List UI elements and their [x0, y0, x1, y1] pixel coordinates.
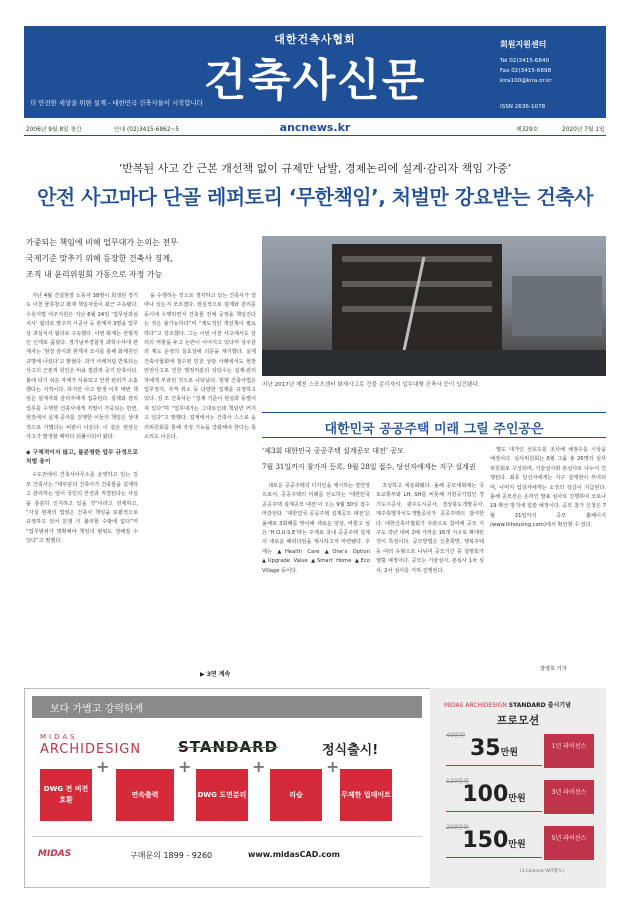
- promo-brand-prefix: MIDAS ARCHIDESIGN: [444, 702, 507, 709]
- feature-tile: 무제한 업데이트: [340, 769, 392, 821]
- masthead-org: 대한건축사협회: [274, 33, 356, 46]
- second-column-3: [490, 446, 606, 662]
- vat-note: (1 Licence VAT별도): [520, 869, 565, 874]
- plus-icon: +: [96, 757, 110, 776]
- masthead: [24, 26, 606, 118]
- contact-info: 안내 (02)3415-6862~5: [114, 127, 180, 133]
- promo-brand: [444, 700, 571, 709]
- fax-text: Fax 02)3415-6898: [500, 68, 552, 74]
- ad-phone: 구매문의 1899 - 9260: [130, 851, 213, 860]
- background-building: [512, 276, 602, 336]
- second-column-2: [376, 482, 484, 672]
- email-text: kira100@kira.or.kr: [500, 78, 552, 84]
- old-price: 120만원: [446, 778, 470, 785]
- deck-line: 가중되는 책임에 비해 업무대가 논의는 전무: [26, 238, 178, 247]
- member-support-title: 회원지원센터: [500, 40, 547, 49]
- plus-icon: +: [252, 757, 266, 776]
- lead-deck: [26, 235, 256, 283]
- feature-tile: 리습: [270, 769, 322, 821]
- crowd: [262, 350, 606, 376]
- promo-title: 프로모션: [496, 714, 540, 727]
- new-price-value: 150: [462, 828, 509, 853]
- tel-text: Tel 02)3415-6840: [500, 58, 550, 64]
- price-row: [446, 822, 596, 860]
- member-support-box: [500, 30, 604, 112]
- midas-logo: MIDAS: [38, 849, 72, 859]
- ad-footer: [32, 836, 422, 878]
- ad-website-link[interactable]: www.midasCAD.com: [248, 850, 340, 859]
- article-paragraph: 새로운 공공주택의 디자인을 제시하는 경연장으로서, 공공주택의 미래를 선도하는 ‘대한민국 공공주택 설계공모 대전’이 오는 9월 30일 접수 마감된다. ‘대한민국 공공주택 설계공모 대전’은 올해로 3회째를 맞이해 새로운 일상, 머물고 싶은 ‘H.O.U.S.E’라는 주제로 국내 공공주택 설계의 새로운 패러다임을 제시하고자 마련됐다. 주제는 ▲Health Care ▲One’s Option ▲Upgrade Value ▲Smart Home ▲Eco Village 등이다.: [262, 483, 370, 574]
- dateline: [24, 120, 606, 136]
- new-price: [446, 736, 542, 766]
- article-paragraph: 지난 4월 건설현장 노동자 38명이 희생된 경기도 이천 물류창고 화재 책임자들이 최근 구속됐다. 수원지법 여주지원은 지난 6월 24일 ‘업무상과실치사’ 혐의로 발주처 시공사 등 관계자 3명을 업무상 과실치사 혐의로 구속했다. 이번 화재는 전형적인 인재로 꼽혔다. 경기남부경찰청 과학수사대 관계자는 ‘현장 감식과 관계자 조사를 통해 화재원인 규명에 나섰다’고 밝혔다. 과거 사례처럼 반복되는 사고의 근본적 원인은 비용 절감과 공기 단축이다. 불에 타기 쉬운 자재가 사용되고 안전 관리가 소홀했다는 지적이다. 하지만 사고 발생 이후 매번 책임은 설계자와 감리자에게 집중된다. 설계와 감리 업무를 수행한 건축사에게 처벌이 가중되는 반면, 현장에서 실제 공사를 진행한 이들의 책임은 상대적으로 가볍다는 비판이 나온다. 이 같은 현상은 사고가 발생할 때마다 되풀이되어 왔다.: [26, 293, 138, 441]
- price-row: [446, 730, 596, 768]
- article-paragraph: 수도권에서 건축사사무소를 운영하고 있는 김 모 건축사는 “대부분의 건축사가 건축물을 설계하고 감리하는 일이 국민의 안전과 직결된다는 사실을 충분히 인지하고 있을 것”이라고 전제하고, “사실 현재의 법령은 건축사 책임을 포괄적으로 규정하고 있어 분쟁 시 불리할 수밖에 없다”며 “업무범위가 명확해야 책임의 범위도 정해질 수 있다”고 말했다.: [26, 472, 138, 545]
- price-unit: 만원: [500, 748, 518, 758]
- price-unit: 만원: [508, 794, 526, 804]
- lead-column-1: [26, 292, 138, 672]
- feature-tile: 연속출력: [116, 769, 174, 821]
- old-price: 200만원: [446, 824, 470, 831]
- photo-caption: 지난 2017년 제천 스포츠센터 화재사고로 건물 감리자의 업무대행 건축사 등이 입건됐다.: [262, 382, 480, 388]
- issue-number: 제329호: [516, 127, 539, 133]
- ad-midas-text: MIDAS: [40, 733, 78, 741]
- lead-headline: 안전 사고마다 단골 레퍼토리 ‘무한책임’, 처벌만 강요받는 건축사: [37, 185, 593, 209]
- lead-column-2: [144, 292, 256, 664]
- price-unit: 만원: [508, 840, 526, 850]
- feature-tile: DWG 도면분리: [196, 769, 248, 821]
- deck-line: 조직 내 윤리위원회 가동으로 자정 가능: [26, 270, 163, 279]
- author-byline: 장영호 기자: [540, 666, 567, 672]
- price-row: [446, 776, 596, 814]
- second-subhead-2: 7월 31일까지 참가자 등록, 9월 28일 접수, 당선자에게는 지구 설계권: [262, 463, 476, 471]
- issue-date: 2020년 7월 1일: [562, 127, 605, 133]
- article-paragraph: 조성하고 세분화됐다. 올해 공모대회에는 국토교통부와 LH, SH를 비롯해 지방공기업인 경기도시공사, 광주도시공사, 경상북도개발공사, 제주특별자치도개발공사가 공공주택의 참여한다. 대한건축사협회가 주관으로 참여해 공모 지구도 작년 대비 2배 가까운 16개 지구로 확대된 것이 특징이다. 공모방법은 신혼희망, 행복주택 등 여러 유형으로 나뉘며 공모기간 중 설명회가 열릴 예정이다. 공모는 기술심사, 본심사 1차 심사, 2차 심사를 거쳐 진행된다.: [376, 483, 484, 574]
- ad-banner: 보다 가볍고 강력하게: [32, 696, 422, 718]
- ad-launch-text: 정식출시!: [322, 743, 379, 758]
- article-paragraph: 별도 대가인 선호도를 조사해 채점수를 시상을 예정이다. 심사위원회는 6월 그룹 총 26명의 심사위원회로 구성되며, 기술심사와 본심사로 나누어 진행된다. 최종 당선자에게는 지구 설계권이 부여되며, 나머지 입상자에게는 소정의 상금이 지급된다. 올해 공모전은 온라인 발표 심사로 진행하여 코로나19 확산 방지에 힘쓸 예정이다. 공모 참가 신청은 7월 31일까지 공모 홈페이지(www.lhhousing.com)에서 확인할 수 있다.: [490, 447, 606, 529]
- license-badge: 1년 라이선스: [544, 734, 594, 768]
- second-headline: 대한민국 공공주택 미래 그릴 주인공은: [262, 412, 606, 438]
- continued-link[interactable]: ▶ 3면 계속: [200, 671, 231, 678]
- ad-archidesign-text: ARCHIDESIGN: [40, 742, 142, 757]
- second-subhead-1: ‘제3회 대한민국 공공주택 설계공모 대전’ 공모: [262, 447, 404, 455]
- promo-brand-suffix: STANDARD 출시기념: [508, 702, 571, 709]
- license-badge: 5년 라이선스: [544, 826, 594, 860]
- photo-detail: [342, 306, 492, 312]
- site-link[interactable]: ancnews.kr: [279, 121, 351, 134]
- plus-icon: +: [326, 757, 340, 776]
- photo-detail: [342, 256, 492, 262]
- deck-line: 국제기준 맞추기 위해 등장한 건축사 징계,: [26, 254, 173, 263]
- second-column-1: [262, 482, 370, 672]
- issn-text: ISSN 2636-1078: [500, 104, 546, 110]
- fire-photo: [262, 236, 606, 376]
- plus-icon: +: [178, 757, 192, 776]
- new-price: [446, 782, 542, 812]
- new-price: [446, 828, 542, 858]
- masthead-tagline: 더 안전한 세상을 위한 설계 - 대한민국 건축사들이 시작합니다: [30, 99, 203, 107]
- ad-standard-text: STANDARD: [178, 738, 279, 756]
- new-price-value: 100: [462, 782, 509, 807]
- article-subhead: ◆ 구체적이지 않고, 불분명한 업무 규정으로 처벌 용이: [26, 449, 138, 465]
- feature-tile: DWG 전 버전 호환: [40, 769, 92, 821]
- new-price-value: 35: [469, 736, 501, 761]
- old-price: 40만원: [446, 732, 466, 739]
- license-badge: 3년 라이선스: [544, 780, 594, 814]
- founded-date: 2006년 9월 8일 창간: [26, 127, 82, 133]
- article-paragraph: 을 수행하는 것으로 생각하고 있는 건축사가 얼마나 있는지 모르겠다. 현실적으로 설계와 감리를 동시에 수행하면서 건축물 전체 공정을 책임진다는 것은 불가능하다”며 “제도적인 개선책이 필요하다”고 강조했다. 그는 이번 이천 사고에서도 감리의 역할을 두고 논란이 이어지고 있다며 상주감리 제도 운영의 실효성에 의문을 제기했다. 실제 건축사협회에 접수된 민원 상담 사례에서도 현장 안전사고로 인한 행정처분의 상당수는 설계·감리자에게 부과된 것으로 나타났다. 현행 건축사법은 업무정지, 자격 취소 등 다양한 징계를 규정하고 있다. 김 모 건축사는 “징계 기준이 현실과 동떨어져 있다”며 “업무대가는 그대로인데 책임만 커지고 있다”고 말했다. 업계에서는 건축사 스스로 윤리위원회를 통해 자정 기능을 강화해야 한다는 목소리도 나온다.: [144, 293, 256, 441]
- lead-kicker: ‘반복된 사고 간 근본 개선책 없이 규제만 남발, 경제논리에 설계·감리자 책임 가중’: [118, 162, 512, 175]
- newspaper-title: 건축사신문: [203, 55, 427, 106]
